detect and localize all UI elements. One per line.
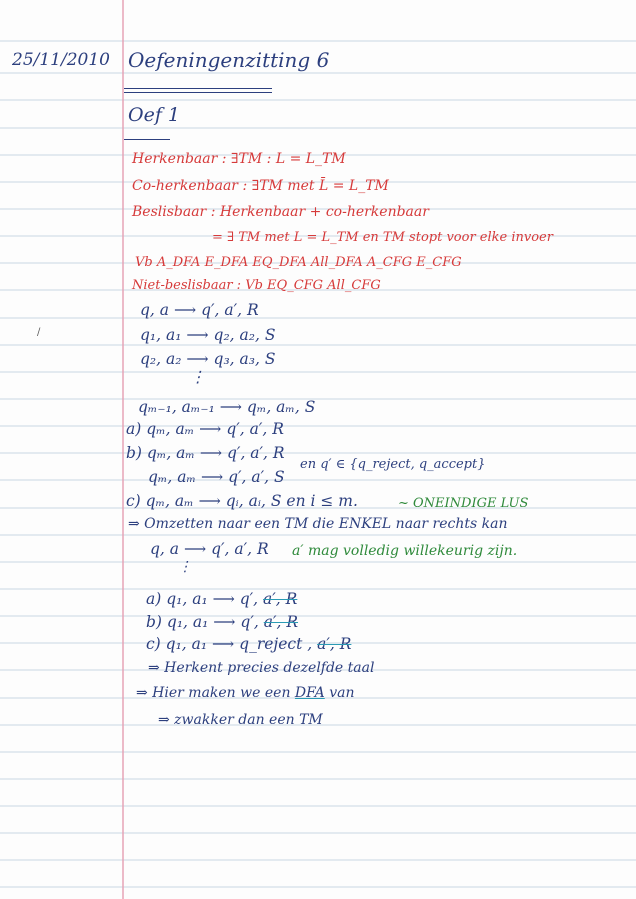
second-case-b <box>146 615 298 631</box>
page-title: Oefeningenzitting 6 <box>128 48 330 72</box>
transition-row: q₁, a₁ ⟶ q₂, a₂, S <box>140 326 276 344</box>
definition-co-herkenbaar: Co-herkenbaar : ∃TM met L̄ = L_TM <box>132 178 389 194</box>
title-underline-2 <box>124 92 272 93</box>
case-b-note: en q′ ∈ {q_reject, q_accept} <box>300 457 486 472</box>
second-case-a <box>146 592 297 608</box>
transition-row: qₘ₋₁, aₘ₋₁ ⟶ qₘ, aₘ, S <box>138 398 316 416</box>
case-b-line2: qₘ, aₘ ⟶ q′, a′, S <box>148 468 285 486</box>
second-case-b-main: b) q₁, a₁ ⟶ q′, <box>146 613 259 631</box>
second-case-a-main: a) q₁, a₁ ⟶ q′, <box>146 590 259 608</box>
second-case-c-main: c) q₁, a₁ ⟶ q_reject , <box>146 635 313 653</box>
definition-herkenbaar: Herkenbaar : ∃TM : L = L_TM <box>132 151 346 167</box>
result-line1: ⇒ Herkent precies dezelfde taal <box>148 660 375 676</box>
title-underline-1 <box>124 88 272 89</box>
transition-row: q₂, a₂ ⟶ q₃, a₃, S <box>140 350 276 368</box>
second-case-a-struck: a′, R <box>263 590 298 608</box>
second-case-c-struck: a′, R <box>317 635 352 653</box>
conclusion-note: a′ mag volledig willekeurig zijn. <box>292 543 518 559</box>
definition-beslisbaar-detail: = ∃ TM met L = L_TM en TM stopt voor elke invoer <box>212 230 553 245</box>
case-a: a) qₘ, aₘ ⟶ q′, a′, R <box>126 420 284 438</box>
margin-mark: / <box>37 327 41 338</box>
result-line3: ⇒ zwakker dan een TM <box>158 712 323 728</box>
result-line2-pre: ⇒ Hier maken we een <box>136 685 291 701</box>
case-b-line1: b) qₘ, aₘ ⟶ q′, a′, R <box>126 444 285 462</box>
transition-row: q, a ⟶ q′, a′, R <box>140 301 259 319</box>
conclusion-ellipsis: ⋮ <box>178 559 192 575</box>
second-case-b-struck: a′, R <box>263 613 299 631</box>
conclusion-line1: ⇒ Omzetten naar een TM die ENKEL naar rechts kan <box>128 516 508 532</box>
result-line2 <box>136 686 355 700</box>
result-line2-dfa: DFA <box>294 685 325 701</box>
date-label: 25/11/2010 <box>12 50 110 70</box>
section-heading: Oef 1 <box>128 104 180 126</box>
examples-undecidable: Niet-beslisbaar : Vb EQ_CFG All_CFG <box>132 278 381 293</box>
conclusion-transition: q, a ⟶ q′, a′, R <box>150 540 269 558</box>
second-case-c <box>146 637 351 653</box>
examples-decidable: Vb A_DFA E_DFA EQ_DFA All_DFA A_CFG E_CFG <box>135 255 462 270</box>
result-line2-post: van <box>329 685 355 701</box>
transition-ellipsis: ⋮ <box>190 368 206 386</box>
case-c: c) qₘ, aₘ ⟶ qᵢ, aᵢ, S en i ≤ m. <box>126 492 358 510</box>
case-c-note: ~ ONEINDIGE LUS <box>398 496 529 511</box>
section-underline <box>124 139 170 140</box>
definition-beslisbaar: Beslisbaar : Herkenbaar + co-herkenbaar <box>132 204 429 220</box>
